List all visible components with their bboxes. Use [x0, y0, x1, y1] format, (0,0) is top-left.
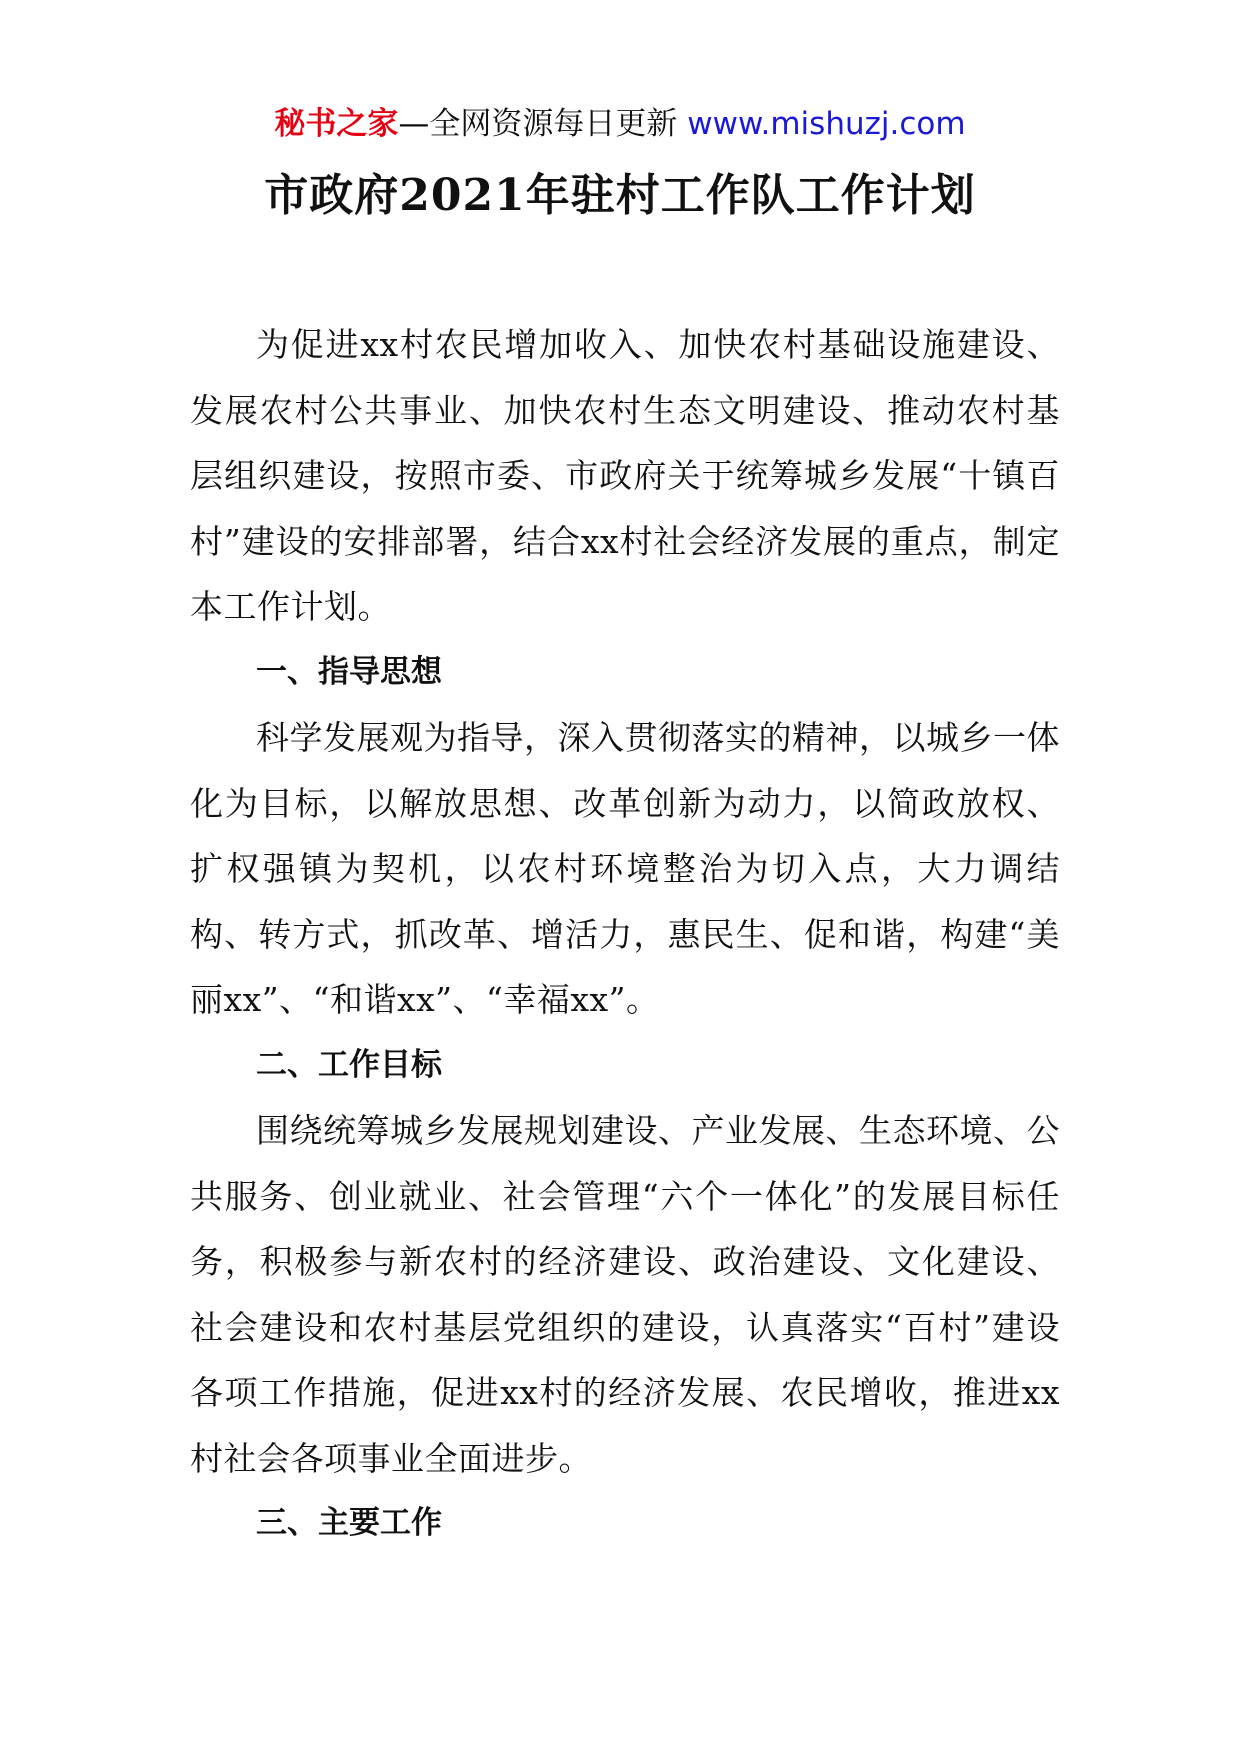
- document-title: 市政府2021年驻村工作队工作计划: [264, 170, 976, 221]
- section-heading-guiding-ideology: 一、指导思想: [256, 653, 442, 690]
- section-heading-work-goals: 二、工作目标: [256, 1046, 442, 1083]
- header-slogan: —全网资源每日更新: [398, 106, 678, 142]
- brand-name: 秘书之家: [274, 106, 399, 142]
- section-paragraph-work-goals: 围绕统筹城乡发展规划建设、产业发展、生态环境、公共服务、创业就业、社会管理“六个一体化”的发展目标任务，积极参与新农村的经济建设、政治建设、文化建设、社会建设和农村基层党组织的建设，认真落实“百村”建设各项工作措施，促进xx村的经济发展、农民增收，推进xx村社会各项事业全面进步。: [190, 1111, 1060, 1478]
- site-header: [0, 102, 1240, 146]
- section-heading-main-work: 三、主要工作: [256, 1505, 442, 1541]
- section-paragraph-guiding-ideology: 科学发展观为指导，深入贯彻落实的精神，以城乡一体化为目标，以解放思想、改革创新为动力，以简政放权、扩权强镇为契机，以农村环境整治为切入点，大力调结构、转方式，抓改革、增活力，惠民生、促和谐，构建“美丽xx”、“和谐xx”、“幸福xx”。: [190, 718, 1060, 1019]
- document-body: [190, 312, 1060, 1557]
- site-url-link[interactable]: www.mishuzj.com: [687, 106, 966, 142]
- intro-paragraph: 为促进xx村农民增加收入、加快农村基础设施建设、发展农村公共事业、加快农村生态文明建设、推动农村基层组织建设，按照市委、市政府关于统筹城乡发展“十镇百村”建设的安排部署，结合xx村社会经济发展的重点，制定本工作计划。: [190, 325, 1060, 626]
